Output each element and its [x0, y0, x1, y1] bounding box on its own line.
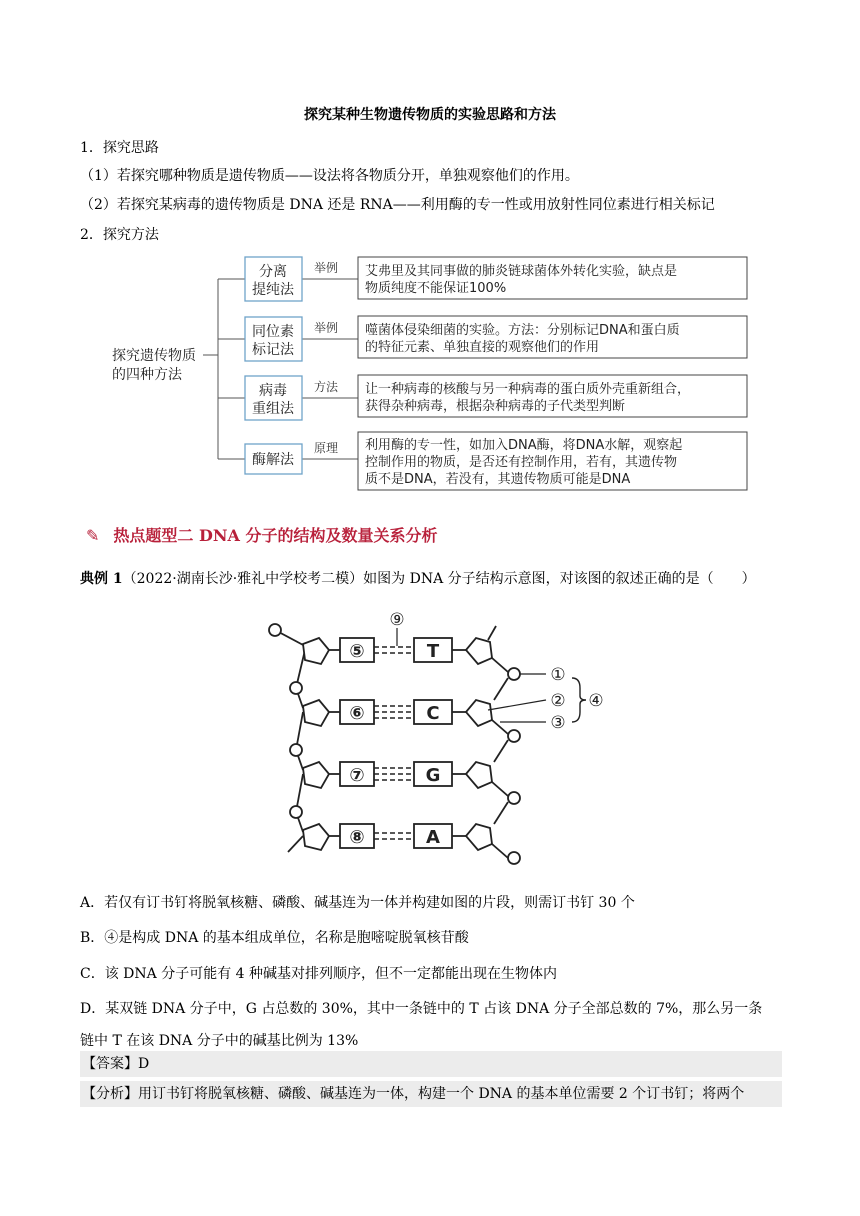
method-2-line-1: 同位素	[252, 324, 294, 340]
section-title: 热点题型二 DNA 分子的结构及数量关系分析	[113, 526, 438, 545]
methods-mindmap	[0, 0, 860, 500]
method-4-line-1: 酶解法	[252, 452, 294, 468]
option-c: C．该 DNA 分子可能有 4 种碱基对排列顺序，但不一定都能出现在生物体内	[80, 966, 558, 982]
mark-3: ③	[550, 713, 566, 733]
desc-1-line-1: 艾弗里及其同事做的肺炎链球菌体外转化实验，缺点是	[365, 264, 678, 279]
root-line-1: 探究遗传物质	[112, 348, 196, 364]
method-1-line-2: 提纯法	[252, 282, 294, 298]
section-heading	[86, 523, 437, 546]
desc-4-line-2: 控制作用的物质，是否还有控制作用，若有，其遗传物	[365, 455, 678, 470]
dna-structure-diagram	[0, 600, 860, 880]
question-text: （2022·湖南长沙·雅礼中学校考二模）如图为 DNA 分子结构示意图，对该图的叙述正确的是（ ）	[122, 571, 756, 587]
method-1-line-1: 分离	[259, 264, 287, 280]
base-label-6: ⑥	[349, 703, 365, 724]
base-T: T	[426, 641, 440, 662]
desc-4-line-3: 质不是DNA，若没有，其遗传物质可能是DNA	[365, 472, 631, 487]
heading-methods: 2．探究方法	[80, 227, 159, 243]
answer-line: 【答案】D	[80, 1051, 782, 1077]
tag-4: 原理	[314, 441, 339, 455]
base-A: A	[426, 827, 440, 848]
mark-1: ①	[550, 665, 566, 685]
root-line-2: 的四种方法	[112, 367, 182, 383]
mark-9: ⑨	[389, 610, 405, 630]
method-3-line-2: 重组法	[252, 401, 294, 417]
desc-3-line-2: 获得杂种病毒，根据杂种病毒的子代类型判断	[365, 399, 626, 414]
method-3-line-1: 病毒	[259, 383, 287, 399]
desc-2-line-1: 噬菌体侵染细菌的实验。方法：分别标记DNA和蛋白质	[365, 323, 680, 338]
mark-4: ④	[588, 691, 604, 711]
page-title: 探究某种生物遗传物质的实验思路和方法	[304, 107, 556, 123]
tag-3: 方法	[314, 380, 339, 394]
desc-3-line-1: 让一种病毒的核酸与另一种病毒的蛋白质外壳重新组合，	[365, 382, 691, 397]
mark-2: ②	[550, 691, 566, 711]
option-d-continued: 链中 T 在该 DNA 分子中的碱基比例为 13%	[80, 1033, 359, 1049]
heading-approach: 1．探究思路	[80, 140, 159, 156]
approach-point-1: （1）若探究哪种物质是遗传物质——设法将各物质分开，单独观察他们的作用。	[80, 168, 579, 184]
desc-4-line-1: 利用酶的专一性，如加入DNA酶，将DNA水解，观察起	[365, 438, 683, 453]
desc-1-line-2: 物质纯度不能保证100%	[365, 281, 507, 296]
base-label-8: ⑧	[349, 827, 365, 848]
base-C: C	[426, 703, 440, 724]
pencil-icon: ✎	[86, 526, 100, 545]
analysis-line: 【分析】用订书钉将脱氧核糖、磷酸、碱基连为一体，构建一个 DNA 的基本单位需要 2 个订书钉；将两个	[80, 1081, 782, 1107]
option-d: D．某双链 DNA 分子中，G 占总数的 30%，其中一条链中的 T 占该 DNA 分子全部总数的 7%，那么另一条	[80, 1001, 763, 1017]
question-label: 典例 1	[80, 571, 123, 587]
question-stem	[80, 568, 756, 588]
option-a: A．若仅有订书钉将脱氧核糖、磷酸、碱基连为一体并构建如图的片段，则需订书钉 30 个	[80, 895, 635, 911]
desc-2-line-2: 的特征元素、单独直接的观察他们的作用	[365, 340, 600, 355]
approach-point-2: （2）若探究某病毒的遗传物质是 DNA 还是 RNA——利用酶的专一性或用放射性同位素进行相关标记	[80, 197, 715, 213]
tag-1: 举例	[314, 261, 339, 275]
base-label-5: ⑤	[349, 641, 365, 662]
option-b: B．④是构成 DNA 的基本组成单位，名称是胞嘧啶脱氧核苷酸	[80, 930, 469, 946]
base-label-7: ⑦	[349, 765, 365, 786]
method-2-line-2: 标记法	[252, 342, 294, 358]
tag-2: 举例	[314, 321, 339, 335]
base-G: G	[425, 765, 441, 786]
